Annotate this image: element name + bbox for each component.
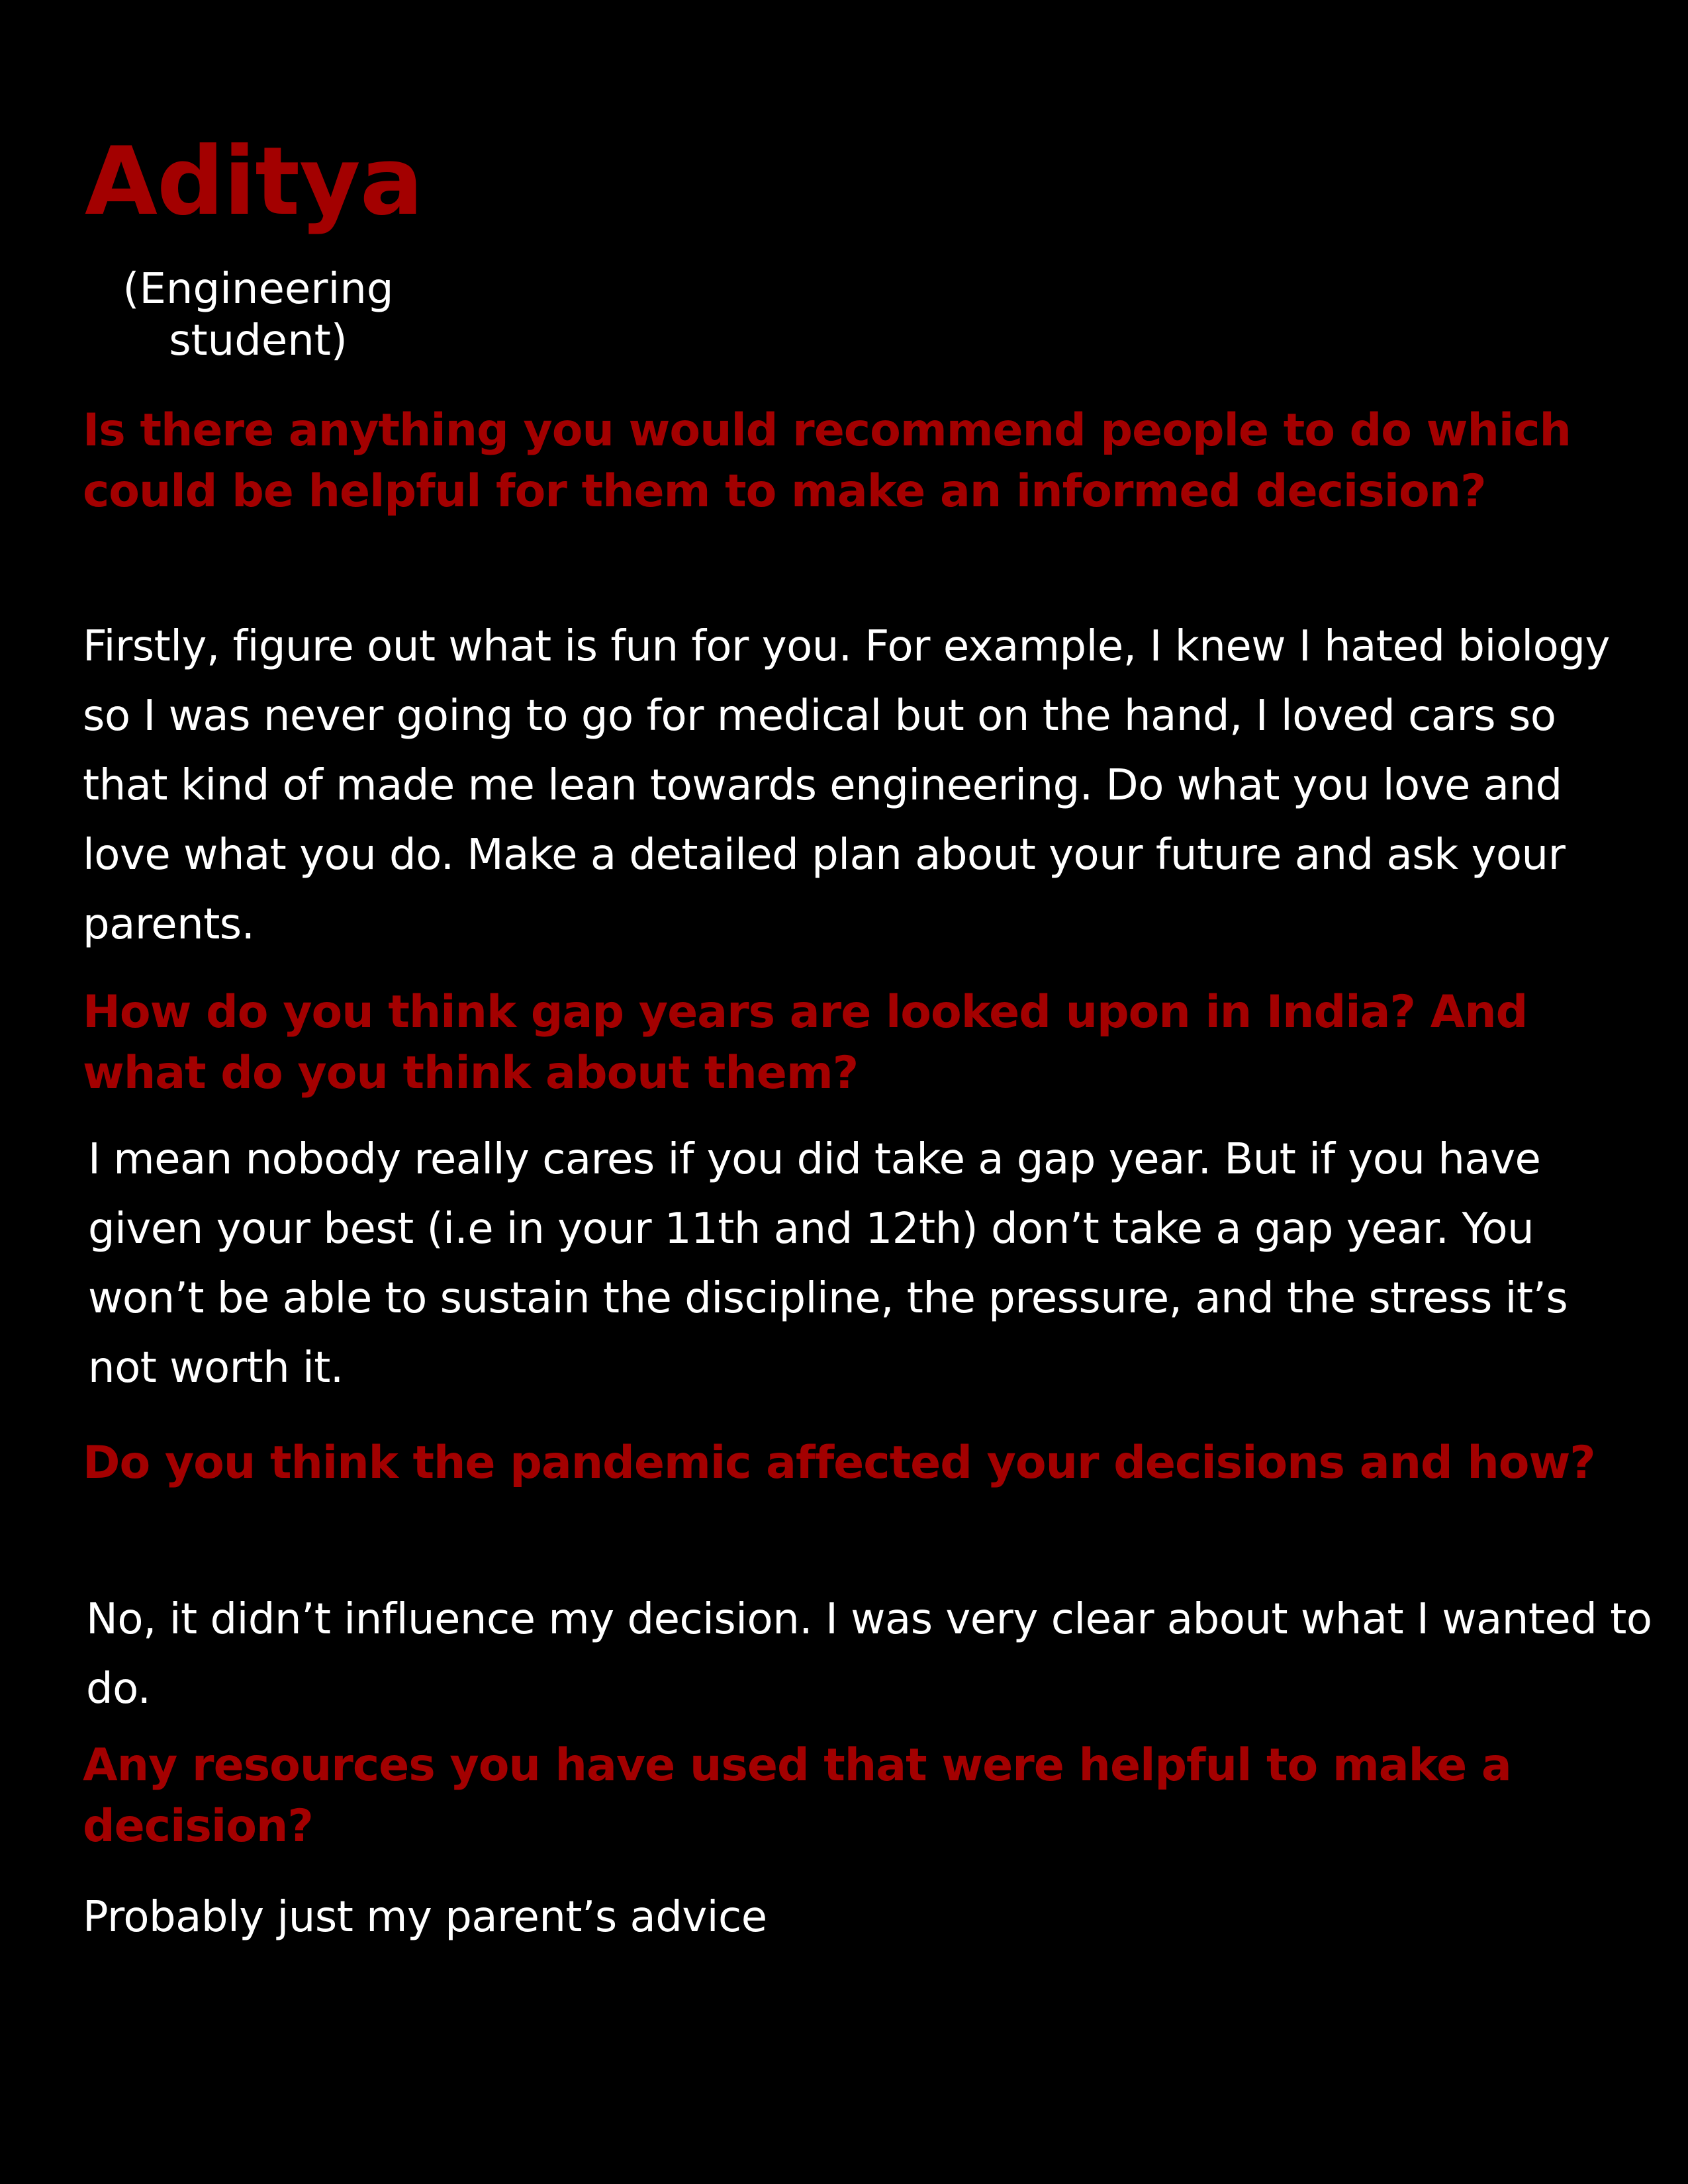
question-1: Is there anything you would recommend people to do which could be helpful for them to make an informed decision?	[83, 404, 1571, 518]
question-4: Any resources you have used that were helpful to make a decision?	[83, 1739, 1511, 1852]
interviewee-role: (Engineering student)	[122, 265, 394, 365]
question-3: Do you think the pandemic affected your decisions and how?	[83, 1437, 1595, 1489]
question-2: How do you think gap years are looked upon in India? And what do you think about them?	[83, 986, 1528, 1099]
answer-4: Probably just my parent’s advice	[83, 1893, 767, 1942]
interviewee-name: Aditya	[85, 127, 423, 236]
answer-3: No, it didn’t influence my decision. I was very clear about what I wanted to do.	[86, 1595, 1652, 1713]
answer-1: Firstly, figure out what is fun for you. For example, I knew I hated biology so I was never going to go for medical but on the hand, I loved cars so that kind of made me lean towards engineering. Do what you love and love what you do. Make a detailed plan about your future and ask your parents.	[83, 622, 1610, 949]
answer-2: I mean nobody really cares if you did take a gap year. But if you have given your best (i.e in your 11th and 12th) don’t take a gap year. You won’t be able to sustain the discipline, the pressure, and the stress it’s not worth it.	[88, 1135, 1568, 1392]
